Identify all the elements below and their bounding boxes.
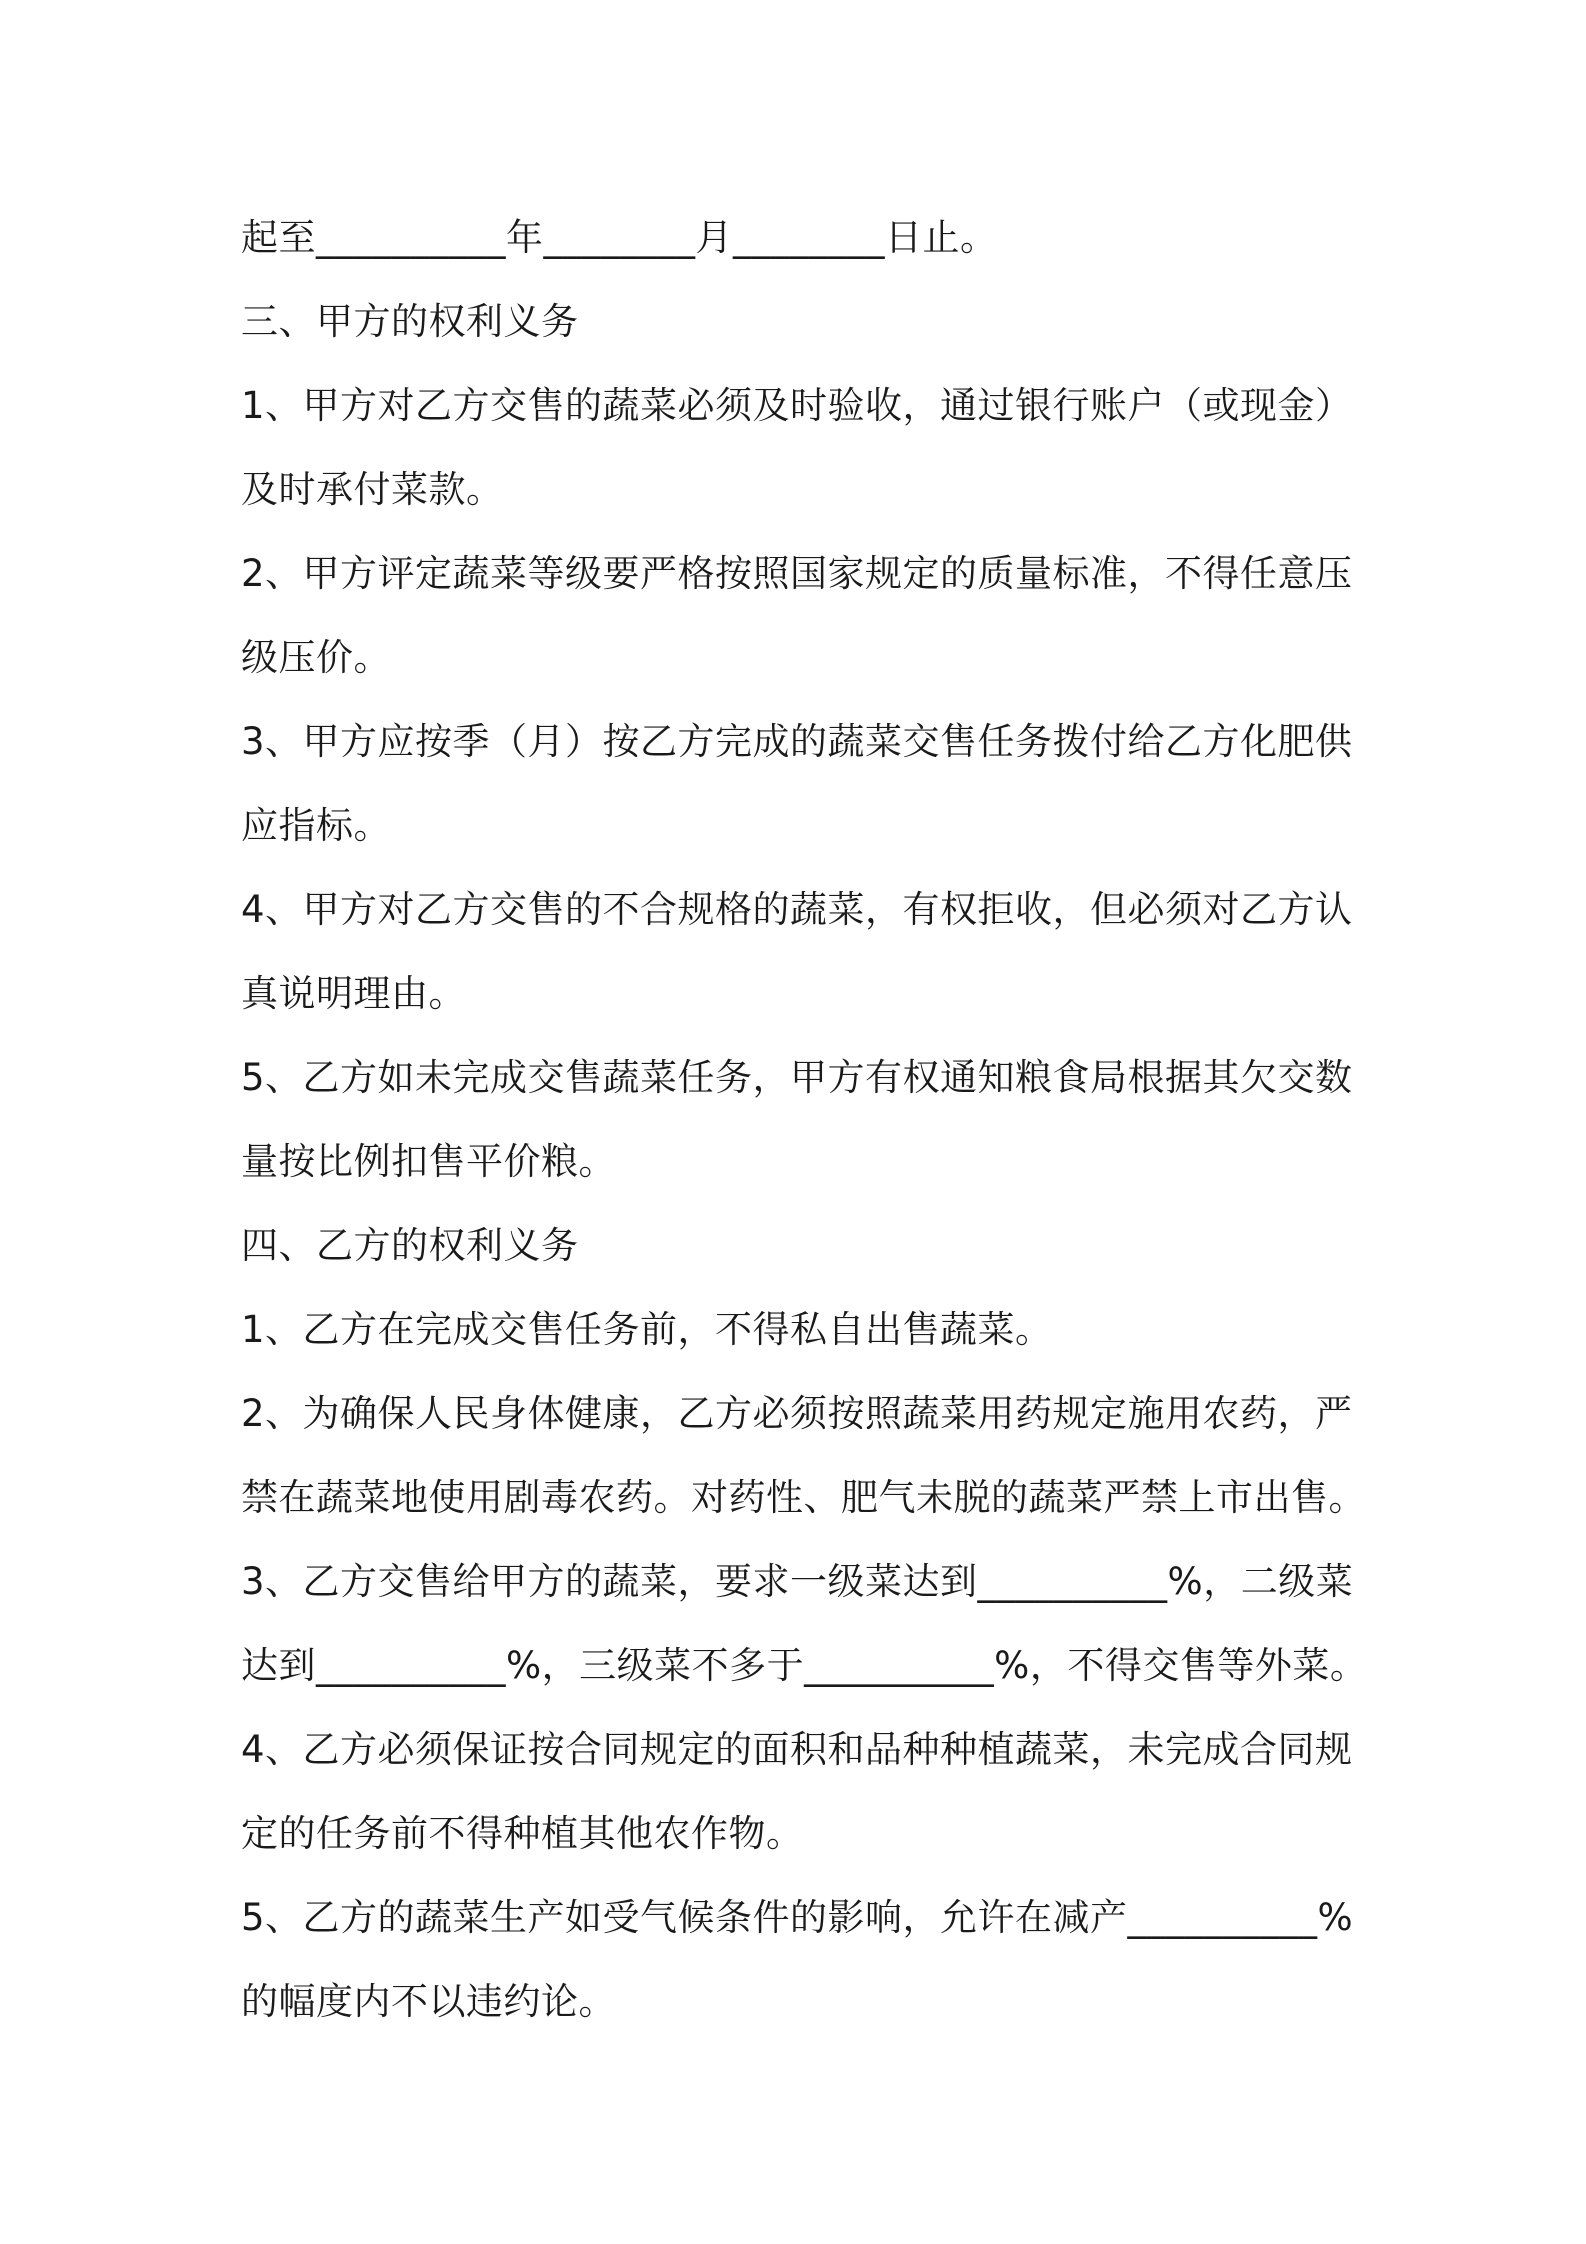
- document-page: [241, 196, 1368, 2044]
- text-line: 3、甲方应按季（月）按乙方完成的蔬菜交售任务拨付给乙方化肥供: [241, 720, 1353, 763]
- text-line: 级压价。: [241, 636, 391, 679]
- text-line: 1、甲方对乙方交售的蔬菜必须及时验收，通过银行账户（或现金）: [241, 384, 1353, 427]
- text-line: 的幅度内不以违约论。: [241, 1980, 616, 2023]
- text-line: 4、乙方必须保证按合同规定的面积和品种种植蔬菜，未完成合同规: [241, 1728, 1353, 1771]
- text-line: 应指标。: [241, 804, 391, 847]
- section-heading: 三、甲方的权利义务: [241, 300, 579, 343]
- text-line: 2、为确保人民身体健康，乙方必须按照蔬菜用药规定施用农药，严: [241, 1392, 1353, 1435]
- text-line: 及时承付菜款。: [241, 468, 504, 511]
- text-line: 达到__________%，三级菜不多于__________%，不得交售等外菜。: [241, 1644, 1368, 1687]
- text-line: 5、乙方如未完成交售蔬菜任务，甲方有权通知粮食局根据其欠交数: [241, 1056, 1353, 1099]
- text-line: 真说明理由。: [241, 972, 466, 1015]
- text-line: 起至__________年________月________日止。: [241, 216, 998, 259]
- text-line: 量按比例扣售平价粮。: [241, 1140, 616, 1183]
- text-line: 4、甲方对乙方交售的不合规格的蔬菜，有权拒收，但必须对乙方认: [241, 888, 1353, 931]
- text-line: 2、甲方评定蔬菜等级要严格按照国家规定的质量标准，不得任意压: [241, 552, 1353, 595]
- section-heading: 四、乙方的权利义务: [241, 1224, 579, 1267]
- text-line: 定的任务前不得种植其他农作物。: [241, 1812, 804, 1855]
- text-line: 1、乙方在完成交售任务前，不得私自出售蔬菜。: [241, 1308, 1053, 1351]
- text-line: 3、乙方交售给甲方的蔬菜，要求一级菜达到__________%，二级菜: [241, 1560, 1354, 1603]
- text-line: 禁在蔬菜地使用剧毒农药。对药性、肥气未脱的蔬菜严禁上市出售。: [241, 1476, 1366, 1519]
- text-line: 5、乙方的蔬菜生产如受气候条件的影响，允许在减产__________%: [241, 1896, 1354, 1939]
